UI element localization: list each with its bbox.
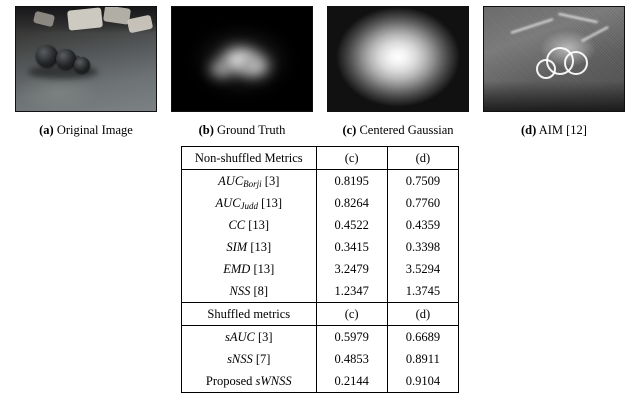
- figure-caption-tag: (b): [198, 123, 214, 137]
- figure-caption-tag: (d): [521, 123, 537, 137]
- metrics-table: [181, 146, 459, 393]
- figure-caption-text: Ground Truth: [216, 123, 286, 137]
- table-row: [182, 280, 459, 303]
- aim-ring: [564, 51, 588, 75]
- metric-name: [182, 348, 317, 370]
- metric-reference: [13]: [253, 261, 275, 276]
- dumbbell-weight: [36, 45, 58, 67]
- metric-reference: [13]: [261, 195, 282, 210]
- table-header-row-nonshuffled: [182, 147, 459, 170]
- metric-label: sAUC: [224, 329, 255, 344]
- metric-name: [182, 258, 317, 280]
- table-header-row-shuffled: [182, 303, 459, 326]
- figure-row: [0, 0, 640, 138]
- aim-panel: [483, 6, 625, 112]
- metric-value-c: 0.4522: [316, 214, 387, 236]
- metric-subscript: Borji: [243, 178, 262, 189]
- metric-value-c: 1.2347: [316, 280, 387, 303]
- metrics-table-wrap: [0, 146, 640, 393]
- header-nonshuffled-metrics: Non-shuffled Metrics: [182, 147, 317, 170]
- metric-label: EMD: [223, 261, 251, 276]
- metric-label: CC: [228, 217, 246, 232]
- header-col-d-shuffled: (d): [387, 303, 458, 326]
- figure-caption-tag: (a): [39, 123, 54, 137]
- metric-value-d: 0.4359: [387, 214, 458, 236]
- dumbbell-weight: [74, 57, 90, 73]
- metric-name: [182, 192, 317, 214]
- metric-label: SIM: [226, 239, 248, 254]
- metric-value-d: 0.7509: [387, 170, 458, 193]
- centered-gaussian-panel: [327, 6, 469, 112]
- metric-reference: [13]: [250, 239, 272, 254]
- metric-value-c: 0.5979: [316, 326, 387, 349]
- metric-prefix: Proposed: [205, 373, 256, 388]
- figure-caption: [342, 123, 453, 138]
- header-shuffled-metrics: Shuffled metrics: [182, 303, 317, 326]
- metric-label: NSS: [229, 283, 251, 298]
- header-col-d: (d): [387, 147, 458, 170]
- metric-reference: [3]: [264, 173, 280, 188]
- figure-cell-centered-gaussian: [326, 6, 470, 138]
- table-row: [182, 258, 459, 280]
- table-row: [182, 214, 459, 236]
- aim-dark-gradient: [484, 81, 624, 111]
- metric-reference: [8]: [253, 283, 269, 298]
- metric-label: sNSS: [227, 351, 253, 366]
- metric-value-d: 1.3745: [387, 280, 458, 303]
- metric-subscript: Judd: [240, 200, 259, 211]
- metric-reference: [7]: [255, 351, 271, 366]
- metric-name: [182, 326, 317, 349]
- metric-value-d: 0.6689: [387, 326, 458, 349]
- metric-name: [182, 214, 317, 236]
- header-col-c: (c): [316, 147, 387, 170]
- metric-value-c: 0.8264: [316, 192, 387, 214]
- metric-name: [182, 280, 317, 303]
- table-row: [182, 192, 459, 214]
- saliency-blob: [238, 53, 272, 79]
- metric-reference: [3]: [257, 329, 273, 344]
- figure-cell-ground-truth: [170, 6, 314, 138]
- table-row: [182, 326, 459, 349]
- figure-caption-text: AIM [12]: [538, 123, 587, 137]
- metric-value-c: 0.8195: [316, 170, 387, 193]
- metric-value-c: 0.4853: [316, 348, 387, 370]
- figure-caption-text: Original Image: [56, 123, 133, 137]
- metric-value-c: 0.2144: [316, 370, 387, 393]
- metric-name: [182, 370, 317, 393]
- table-row: [182, 348, 459, 370]
- figure-caption-tag: (c): [342, 123, 357, 137]
- metric-value-d: 0.9104: [387, 370, 458, 393]
- metric-value-d: 0.8911: [387, 348, 458, 370]
- metric-value-c: 3.2479: [316, 258, 387, 280]
- table-row: [182, 370, 459, 393]
- metric-value-d: 0.3398: [387, 236, 458, 258]
- metric-value-d: 0.7760: [387, 192, 458, 214]
- metric-label: sWNSS: [255, 373, 292, 388]
- metric-label: AUC: [215, 195, 241, 210]
- metric-value-c: 0.3415: [316, 236, 387, 258]
- metric-value-d: 3.5294: [387, 258, 458, 280]
- figure-cell-aim: [482, 6, 626, 138]
- metric-name: [182, 236, 317, 258]
- original-image-panel: [15, 6, 157, 112]
- table-row: [182, 170, 459, 193]
- ground-truth-panel: [171, 6, 313, 112]
- dumbbell-weight: [56, 49, 76, 69]
- metric-reference: [13]: [248, 217, 270, 232]
- photo-rock: [67, 7, 103, 30]
- table-row: [182, 236, 459, 258]
- figure-caption: [199, 123, 286, 138]
- metric-label: AUC: [218, 173, 244, 188]
- metric-name: [182, 170, 317, 193]
- figure-caption: [521, 123, 587, 138]
- figure-cell-original-image: [14, 6, 158, 138]
- figure-caption-text: Centered Gaussian: [359, 123, 454, 137]
- figure-caption: [39, 123, 133, 138]
- header-col-c-shuffled: (c): [316, 303, 387, 326]
